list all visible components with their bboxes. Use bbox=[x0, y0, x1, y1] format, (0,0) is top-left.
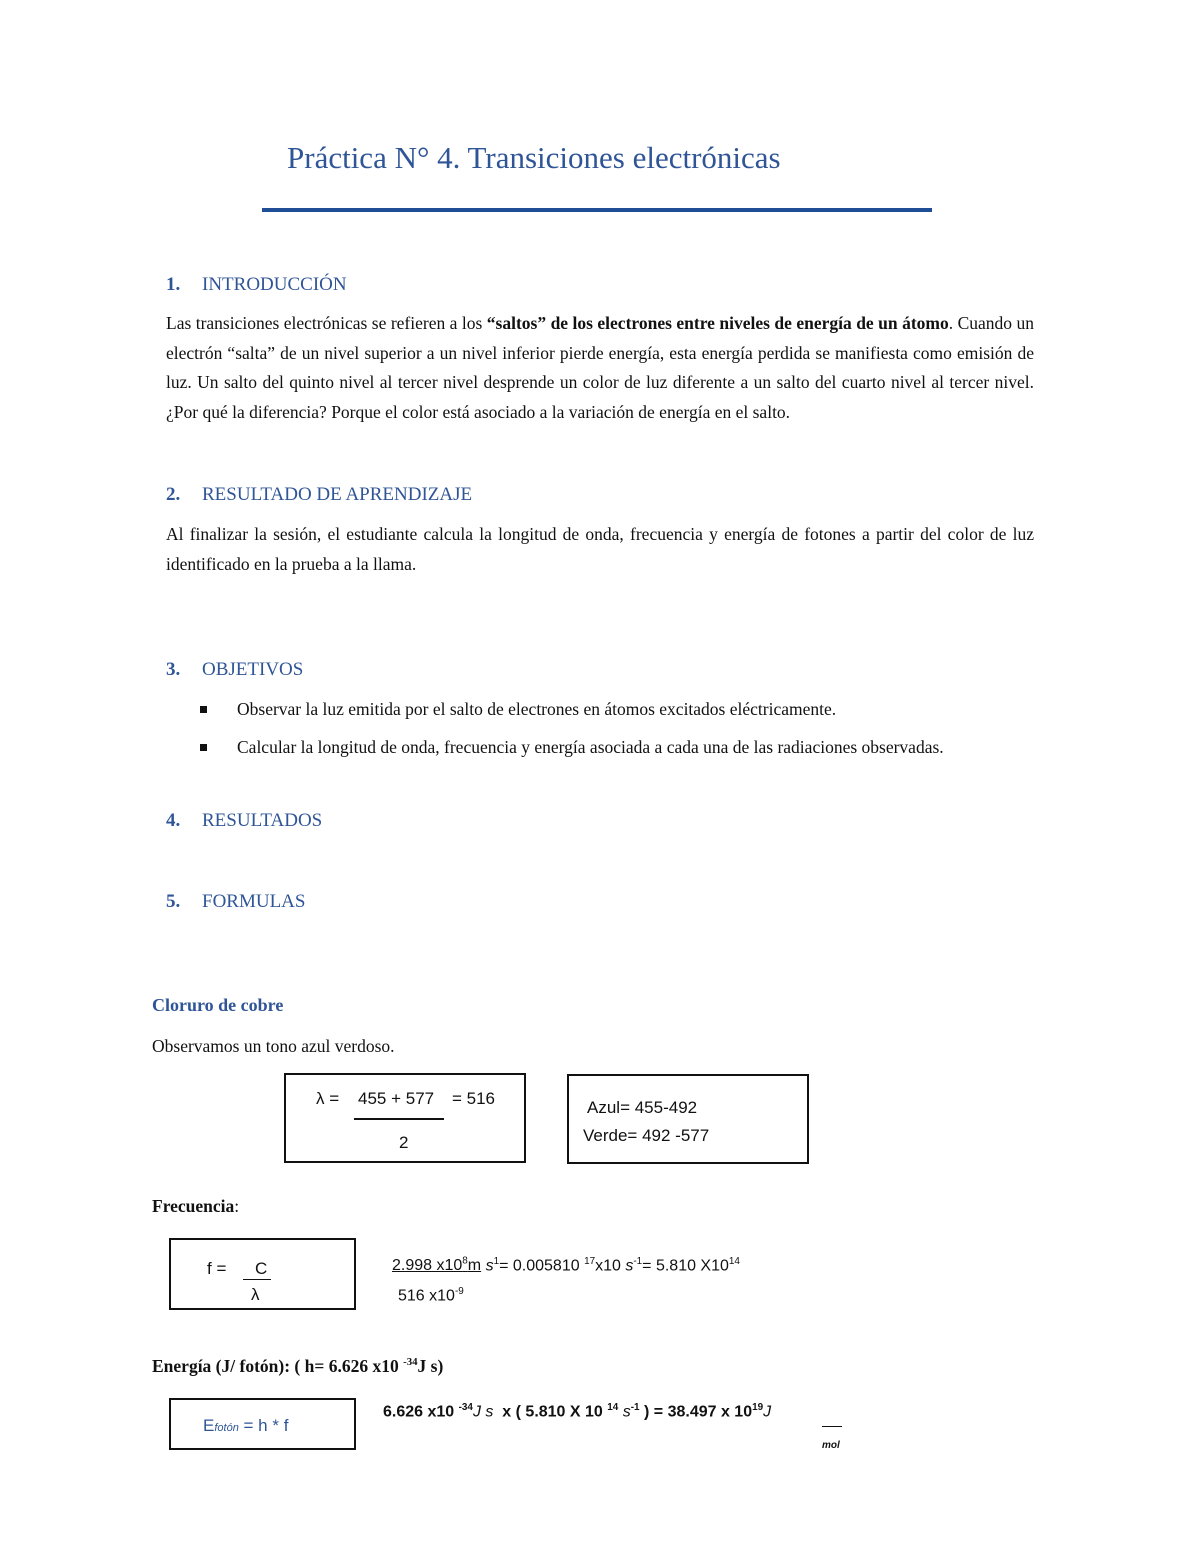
section-label: FORMULAS bbox=[202, 891, 306, 912]
section-label: INTRODUCCIÓN bbox=[202, 274, 347, 295]
page-title: Práctica N° 4. Transiciones electrónicas bbox=[287, 140, 781, 175]
frequency-numerator: C bbox=[243, 1259, 271, 1280]
azul-range: Azul= 455-492 bbox=[587, 1098, 698, 1117]
section-label: RESULTADO DE APRENDIZAJE bbox=[202, 484, 473, 505]
calc-part: J s bbox=[472, 1403, 494, 1421]
calc-exp: -34 bbox=[458, 1402, 473, 1413]
energia-label-text: J s) bbox=[417, 1356, 444, 1376]
title-underline bbox=[262, 208, 932, 212]
energy-symbol: E bbox=[203, 1416, 215, 1435]
section-heading-resultado bbox=[166, 484, 472, 506]
calc-exp: -1 bbox=[630, 1402, 640, 1413]
calc-part: x ( 5.810 X 10 bbox=[502, 1403, 608, 1421]
observation-text: Observamos un tono azul verdoso. bbox=[152, 1036, 395, 1056]
section-label: OBJETIVOS bbox=[202, 659, 304, 680]
calc-part: ) = 38.497 x 10 bbox=[644, 1403, 753, 1421]
energy-subscript: fotón bbox=[214, 1422, 239, 1434]
calc-exp: -9 bbox=[454, 1286, 464, 1297]
calc-exp: 19 bbox=[752, 1402, 764, 1413]
section-number: 2. bbox=[166, 484, 181, 505]
calc-part: = 0.005810 bbox=[499, 1257, 585, 1275]
energy-rhs: = h * f bbox=[238, 1416, 289, 1435]
calc-part: m bbox=[467, 1257, 482, 1275]
bullet-square-icon bbox=[200, 706, 207, 713]
section-heading-resultados bbox=[166, 810, 322, 832]
calc-exp: 14 bbox=[728, 1256, 740, 1267]
frequency-calc-denominator bbox=[398, 1286, 464, 1305]
verde-range: Verde= 492 -577 bbox=[583, 1126, 710, 1145]
energy-mol-unit: mol bbox=[822, 1440, 840, 1451]
calc-exp: 17 bbox=[584, 1256, 596, 1267]
frecuencia-label bbox=[152, 1196, 239, 1217]
section-number: 1. bbox=[166, 274, 181, 295]
section-label: RESULTADOS bbox=[202, 810, 323, 831]
calc-exp: -1 bbox=[633, 1256, 643, 1267]
calc-exp: 14 bbox=[607, 1402, 619, 1413]
energy-calculation bbox=[383, 1402, 771, 1421]
energia-label bbox=[152, 1356, 443, 1377]
energia-label-exp: -34 bbox=[403, 1356, 418, 1369]
frecuencia-label-text: Frecuencia bbox=[152, 1196, 235, 1216]
energy-formula-box bbox=[169, 1398, 356, 1450]
calc-exp: 1 bbox=[493, 1256, 500, 1267]
frequency-denominator: λ bbox=[251, 1285, 260, 1304]
calc-exp: 8 bbox=[462, 1256, 468, 1267]
objective-item bbox=[200, 733, 1034, 763]
lambda-numerator: 455 + 577 bbox=[358, 1089, 435, 1108]
learning-outcome-paragraph: Al finalizar la sesión, el estudiante calcula la longitud de onda, frecuencia y energía de fotones a partir del color de luz identificado en la prueba a la llama. bbox=[166, 524, 1034, 574]
energia-label-text: Energía (J/ fotón): ( h= 6.626 x10 bbox=[152, 1356, 404, 1376]
section-number: 3. bbox=[166, 659, 181, 680]
calc-part: x10 bbox=[595, 1257, 626, 1275]
frequency-formula-box bbox=[169, 1238, 356, 1310]
intro-text-end: . Cuando un electrón “salta” de un nivel superior a un nivel inferior pierde energía, esta energía perdida se manifiesta como emisión de luz. Un salto del quinto nivel al tercer nivel desprende un color de luz diferente a un salto del cuarto nivel al tercer nivel. ¿Por qué la diferencia? Porque el color está asociado a la variación de energía en el salto. bbox=[166, 313, 1034, 422]
energy-fraction-bar bbox=[822, 1426, 842, 1427]
energy-formula bbox=[203, 1416, 288, 1436]
objective-text: Observar la luz emitida por el salto de electrones en átomos excitados eléctricamente. bbox=[237, 699, 837, 719]
calc-part: 6.626 x10 bbox=[383, 1403, 459, 1421]
lambda-result: = 516 bbox=[452, 1089, 496, 1108]
frequency-calculation bbox=[392, 1256, 740, 1275]
lambda-formula-box bbox=[284, 1073, 526, 1163]
calc-part: J bbox=[763, 1403, 772, 1421]
calc-part: 516 x10 bbox=[398, 1287, 455, 1305]
calc-part: s bbox=[622, 1403, 631, 1421]
objective-item bbox=[200, 695, 1034, 725]
color-range-box bbox=[567, 1074, 809, 1164]
section-number: 4. bbox=[166, 810, 181, 831]
section-number: 5. bbox=[166, 891, 181, 912]
lambda-lhs: λ = bbox=[316, 1089, 340, 1108]
section-heading-introduccion bbox=[166, 274, 347, 296]
intro-paragraph bbox=[166, 309, 1034, 427]
calc-part: = 5.810 X10 bbox=[642, 1257, 729, 1275]
intro-text-start: Las transiciones electrónicas se refieren a los bbox=[166, 313, 487, 333]
fraction-bar bbox=[354, 1118, 444, 1120]
frecuencia-colon: : bbox=[234, 1196, 240, 1216]
bullet-square-icon bbox=[200, 744, 207, 751]
calc-part: s bbox=[481, 1257, 494, 1275]
frequency-lhs: f = bbox=[207, 1259, 227, 1278]
section-heading-formulas bbox=[166, 891, 305, 913]
objective-text: Calcular la longitud de onda, frecuencia y energía asociada a cada una de las radiaciones observadas. bbox=[237, 737, 944, 757]
intro-text-bold: “saltos” de los electrones entre niveles de energía de un átomo bbox=[486, 313, 949, 333]
calc-part: 2.998 x10 bbox=[392, 1257, 463, 1275]
calc-part: s bbox=[625, 1257, 634, 1275]
frequency-calc-numerator bbox=[392, 1257, 481, 1274]
section-heading-objetivos bbox=[166, 659, 303, 681]
lambda-denominator: 2 bbox=[399, 1133, 409, 1152]
cloruro-title: Cloruro de cobre bbox=[152, 995, 284, 1015]
